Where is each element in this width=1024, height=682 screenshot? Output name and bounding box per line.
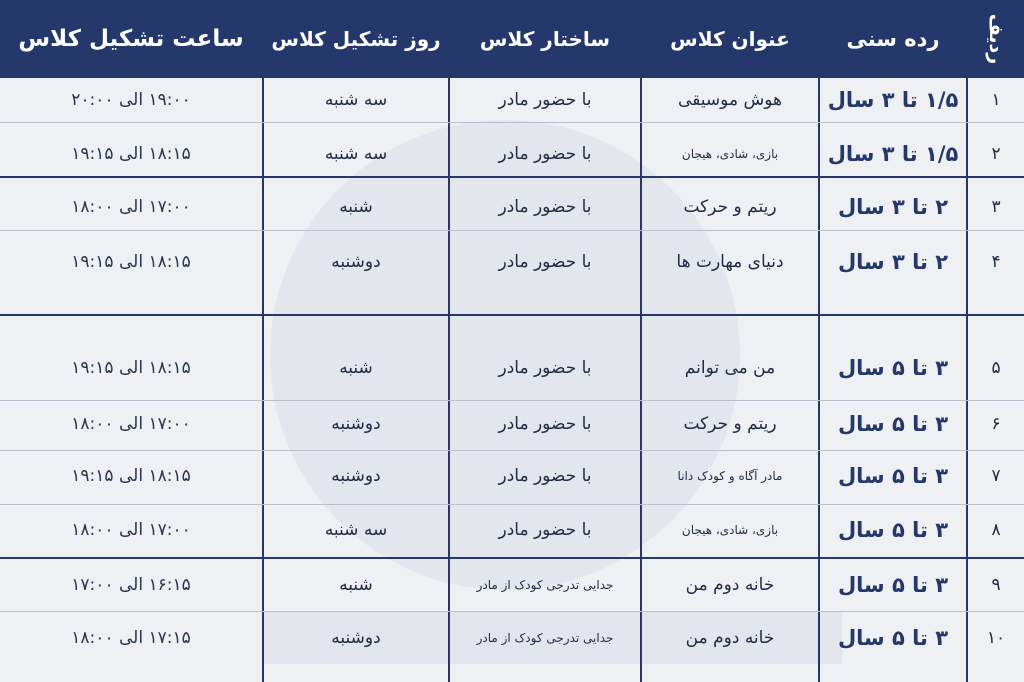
cell-time: ۱۸:۱۵ الی ۱۹:۱۵ xyxy=(71,144,191,164)
cell-structure: با حضور مادر xyxy=(498,90,592,110)
cell-structure: با حضور مادر xyxy=(498,466,592,486)
cell-time: ۱۶:۱۵ الی ۱۷:۰۰ xyxy=(71,575,191,595)
row-divider xyxy=(0,314,1024,316)
header-age: رده سنی xyxy=(846,27,940,51)
cell-structure: با حضور مادر xyxy=(498,252,592,272)
cell-age: ۳ تا ۵ سال xyxy=(837,573,949,597)
row-divider xyxy=(0,400,1024,401)
cell-day: سه شنبه xyxy=(324,144,388,164)
cell-title: مادر آگاه و کودک دانا xyxy=(677,469,783,483)
cell-age: ۱/۵ تا ۳ سال xyxy=(827,88,959,112)
cell-structure: با حضور مادر xyxy=(498,414,592,434)
cell-structure: جدایی تدرجی کودک از مادر xyxy=(476,578,614,592)
cell-row: ۷ xyxy=(991,466,1001,486)
cell-time: ۱۷:۰۰ الی ۱۸:۰۰ xyxy=(71,520,191,540)
cell-row: ۸ xyxy=(991,520,1001,540)
cell-age: ۳ تا ۵ سال xyxy=(837,518,949,542)
cell-day: دوشنبه xyxy=(331,252,381,272)
header-title: عنوان کلاس xyxy=(670,27,790,51)
cell-age: ۳ تا ۵ سال xyxy=(837,412,949,436)
cell-title: خانه دوم من xyxy=(685,628,775,648)
cell-row: ۳ xyxy=(991,197,1001,217)
cell-row: ۱ xyxy=(991,90,1001,110)
cell-title: بازی، شادی، هیجان xyxy=(681,147,779,161)
header-row xyxy=(968,0,1024,78)
row-divider xyxy=(0,557,1024,559)
cell-day: شنبه xyxy=(339,358,373,378)
cell-age: ۱/۵ تا ۳ سال xyxy=(827,142,959,166)
cell-time: ۱۷:۰۰ الی ۱۸:۰۰ xyxy=(71,197,191,217)
cell-day: شنبه xyxy=(339,575,373,595)
cell-row: ۹ xyxy=(991,575,1001,595)
row-divider xyxy=(0,230,1024,231)
header-structure: ساختار کلاس xyxy=(479,27,611,51)
cell-structure: جدایی تدرجی کودک از مادر xyxy=(476,631,614,645)
cell-title: من می توانم xyxy=(684,358,776,378)
cell-row: ۶ xyxy=(991,414,1001,434)
cell-row: ۱۰ xyxy=(986,628,1006,648)
cell-age: ۲ تا ۳ سال xyxy=(837,250,949,274)
cell-age: ۳ تا ۵ سال xyxy=(837,626,949,650)
cell-day: شنبه xyxy=(339,197,373,217)
cell-age: ۳ تا ۵ سال xyxy=(837,464,949,488)
row-divider xyxy=(0,450,1024,451)
cell-structure: با حضور مادر xyxy=(498,358,592,378)
cell-title: بازی، شادی، هیجان xyxy=(681,523,779,537)
row-divider xyxy=(0,176,1024,178)
cell-structure: با حضور مادر xyxy=(498,144,592,164)
header-row-label: ردیف xyxy=(985,13,1008,65)
cell-title: ریتم و حرکت xyxy=(683,414,777,434)
cell-title: ریتم و حرکت xyxy=(683,197,777,217)
cell-day: دوشنبه xyxy=(331,628,381,648)
cell-row: ۵ xyxy=(991,358,1001,378)
row-divider xyxy=(0,611,1024,612)
cell-time: ۱۸:۱۵ الی ۱۹:۱۵ xyxy=(71,466,191,486)
cell-age: ۲ تا ۳ سال xyxy=(837,195,949,219)
cell-age: ۳ تا ۵ سال xyxy=(837,356,949,380)
cell-time: ۱۸:۱۵ الی ۱۹:۱۵ xyxy=(71,252,191,272)
cell-day: سه شنبه xyxy=(324,90,388,110)
cell-structure: با حضور مادر xyxy=(498,197,592,217)
cell-day: دوشنبه xyxy=(331,414,381,434)
cell-row: ۴ xyxy=(991,252,1001,272)
row-divider xyxy=(0,122,1024,123)
table-header xyxy=(0,0,1024,78)
cell-time: ۱۸:۱۵ الی ۱۹:۱۵ xyxy=(71,358,191,378)
header-day: روز تشکیل کلاس xyxy=(271,27,441,51)
header-time: ساعت تشکیل کلاس xyxy=(18,26,244,52)
cell-time: ۱۷:۰۰ الی ۱۸:۰۰ xyxy=(71,414,191,434)
cell-time: ۱۹:۰۰ الی ۲۰:۰۰ xyxy=(71,90,191,110)
cell-title: دنیای مهارت ها xyxy=(676,252,784,272)
cell-row: ۲ xyxy=(991,144,1001,164)
cell-title: خانه دوم من xyxy=(685,575,775,595)
cell-day: دوشنبه xyxy=(331,466,381,486)
cell-title: هوش موسیقی xyxy=(678,90,782,110)
cell-structure: با حضور مادر xyxy=(498,520,592,540)
cell-day: سه شنبه xyxy=(324,520,388,540)
cell-time: ۱۷:۱۵ الی ۱۸:۰۰ xyxy=(71,628,191,648)
row-divider xyxy=(0,504,1024,505)
